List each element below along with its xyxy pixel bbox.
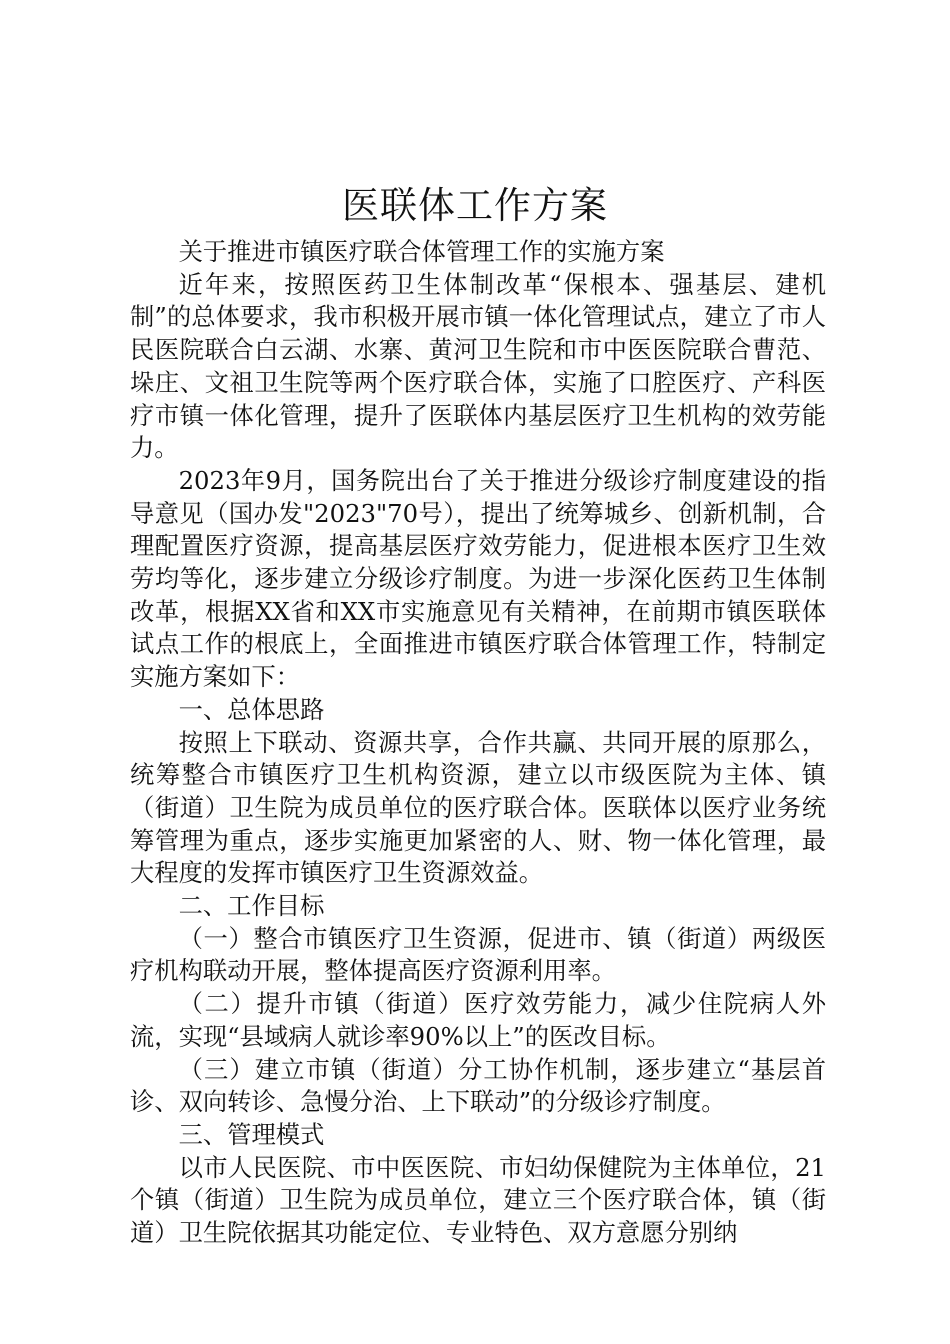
management-mode-paragraph: 以市人民医院、市中医医院、市妇幼保健院为主体单位，21个镇（街道）卫生院为成员单位，建立三个医疗联合体，镇（街道）卫生院依据其功能定位、专业特色、双方意愿分别纳 [130, 1152, 826, 1248]
subtitle-paragraph: 关于推进市镇医疗联合体管理工作的实施方案 [178, 237, 665, 266]
overall-approach-paragraph: 按照上下联动、资源共享，合作共赢、共同开展的原那么，统筹整合市镇医疗卫生机构资源，建立以市级医院为主体、镇（街道）卫生院为成员单位的医疗联合体。医联体以医疗业务统筹管理为重点，逐步实施更加紧密的人、财、物一体化管理，最大程度的发挥市镇医疗卫生资源效益。 [130, 727, 826, 888]
goal-item-3: （三）建立市镇（街道）分工协作机制，逐步建立“基层首诊、双向转诊、急慢分治、上下联动”的分级诊疗制度。 [130, 1054, 826, 1117]
intro-paragraph: 近年来，按照医药卫生体制改革“保根本、强基层、建机制”的总体要求，我市积极开展市镇一体化管理试点，建立了市人民医院联合白云湖、水寨、黄河卫生院和市中医医院联合曹范、垛庄、文祖卫生院等两个医疗联合体，实施了口腔医疗、产科医疗市镇一体化管理，提升了医联体内基层医疗卫生机构的效劳能力。 [130, 269, 826, 463]
section-heading-work-goals: 二、工作目标 [178, 891, 325, 921]
section-heading-overall-approach: 一、总体思路 [178, 694, 325, 724]
section-heading-management-mode: 三、管理模式 [178, 1119, 325, 1149]
goal-item-2: （二）提升市镇（街道）医疗效劳能力，减少住院病人外流，实现“县域病人就诊率90%以上”的医改目标。 [130, 989, 826, 1051]
goal-item-1: （一）整合市镇医疗卫生资源，促进市、镇（街道）两级医疗机构联动开展，整体提高医疗资源利用率。 [130, 923, 826, 986]
document-body [130, 236, 826, 1250]
background-paragraph: 2023年9月，国务院出台了关于推进分级诊疗制度建设的指导意见（国办发"2023"70号），提出了统筹城乡、创新机制，合理配置医疗资源，提高基层医疗效劳能力，促进根本医疗卫生效劳均等化，逐步建立分级诊疗制度。为进一步深化医药卫生体制改革，根据XX省和XX市实施意见有关精神，在前期市镇医联体试点工作的根底上，全面推进市镇医疗联合体管理工作，特制定实施方案如下： [130, 465, 826, 692]
document-title: 医联体工作方案 [342, 184, 608, 227]
